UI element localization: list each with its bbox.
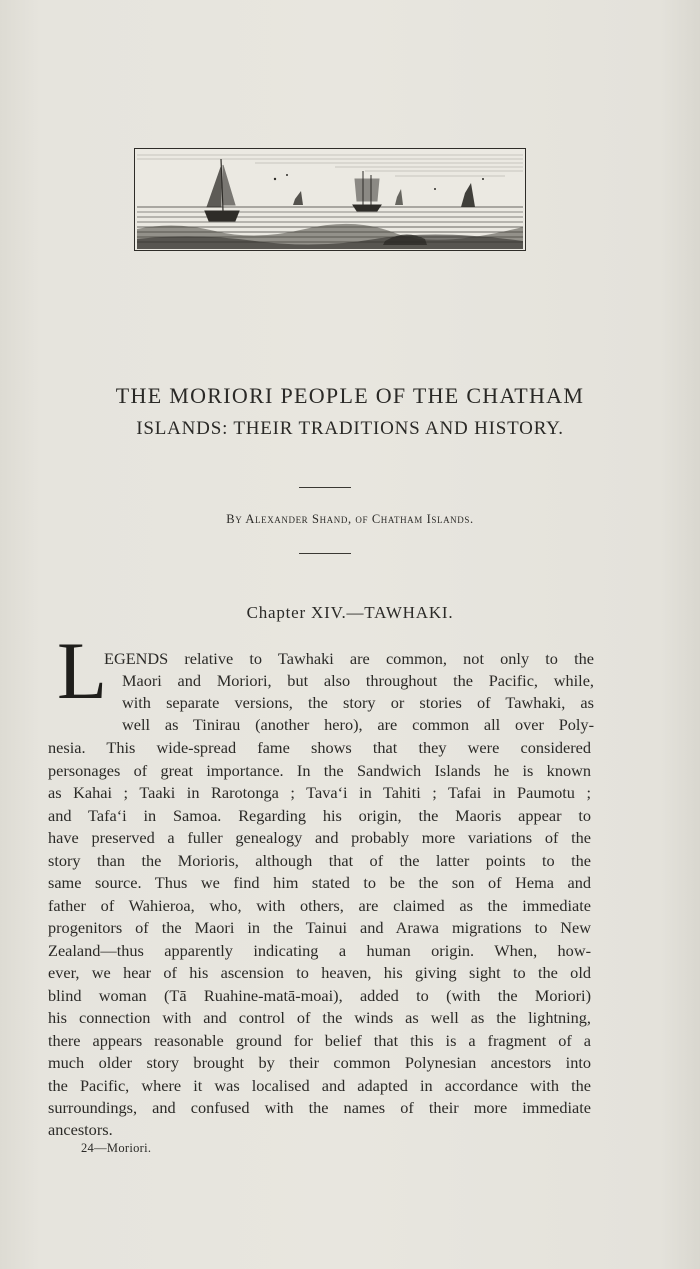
body-line: progenitors of the Maori in the Tainui and Arawa migrations to New bbox=[48, 918, 591, 937]
body-line: ever, we hear of his ascension to heaven, his giving sight to the old bbox=[48, 963, 591, 982]
byline: By Alexander Shand, of Chatham Islands. bbox=[226, 512, 474, 526]
body-line: the Pacific, where it was localised and adapted in accordance with the bbox=[48, 1076, 591, 1095]
body-line: there appears reasonable ground for belief that this is a fragment of a bbox=[48, 1031, 591, 1050]
body-line: story than the Morioris, although that of the latter points to the bbox=[48, 851, 591, 870]
body-line: ancestors. bbox=[48, 1120, 113, 1139]
body-line: have preserved a fuller genealogy and probably more variations of the bbox=[48, 828, 591, 847]
divider bbox=[299, 553, 351, 554]
body-line: much older story brought by their common Polynesian ancestors into bbox=[48, 1053, 591, 1072]
body-line: surroundings, and confused with the names of their more immediate bbox=[48, 1098, 591, 1117]
body-line: father of Wahieroa, who, with others, are claimed as the immediate bbox=[48, 896, 591, 915]
chapter-heading: Chapter XIV.—TAWHAKI. bbox=[246, 603, 454, 622]
body-line: EGENDS relative to Tawhaki are common, not only to the bbox=[104, 649, 594, 668]
body-line: nesia. This wide-spread fame shows that they were considered bbox=[48, 738, 591, 757]
article-title-line-1: THE MORIORI PEOPLE OF THE CHATHAM bbox=[115, 383, 585, 408]
body-line: as Kahai ; Taaki in Rarotonga ; Tava‘i in Tahiti ; Tafai in Paumotu ; bbox=[48, 783, 591, 802]
body-line: and Tafa‘i in Samoa. Regarding his origin, the Maoris appear to bbox=[48, 806, 591, 825]
body-line: with separate versions, the story or stories of Tawhaki, as bbox=[122, 693, 594, 712]
article-title-line-2: ISLANDS: THEIR TRADITIONS AND HISTORY. bbox=[136, 418, 564, 439]
body-line: same source. Thus we find him stated to be the son of Hema and bbox=[48, 873, 591, 892]
body-line: his connection with and control of the winds as well as the lightning, bbox=[48, 1008, 591, 1027]
signature-footnote: 24—Moriori. bbox=[81, 1141, 152, 1155]
body-line: well as Tinirau (another hero), are common all over Poly- bbox=[122, 715, 594, 734]
body-line: Maori and Moriori, but also throughout the Pacific, while, bbox=[122, 671, 594, 690]
body-line: Zealand—thus apparently indicating a human origin. When, how- bbox=[48, 941, 591, 960]
divider bbox=[299, 487, 351, 488]
ships-at-sea-engraving-icon bbox=[134, 148, 526, 251]
drop-cap: L bbox=[57, 625, 108, 716]
body-line: blind woman (Tā Ruahine-matā-moai), added to (with the Moriori) bbox=[48, 986, 591, 1005]
body-line: personages of great importance. In the Sandwich Islands he is known bbox=[48, 761, 591, 780]
